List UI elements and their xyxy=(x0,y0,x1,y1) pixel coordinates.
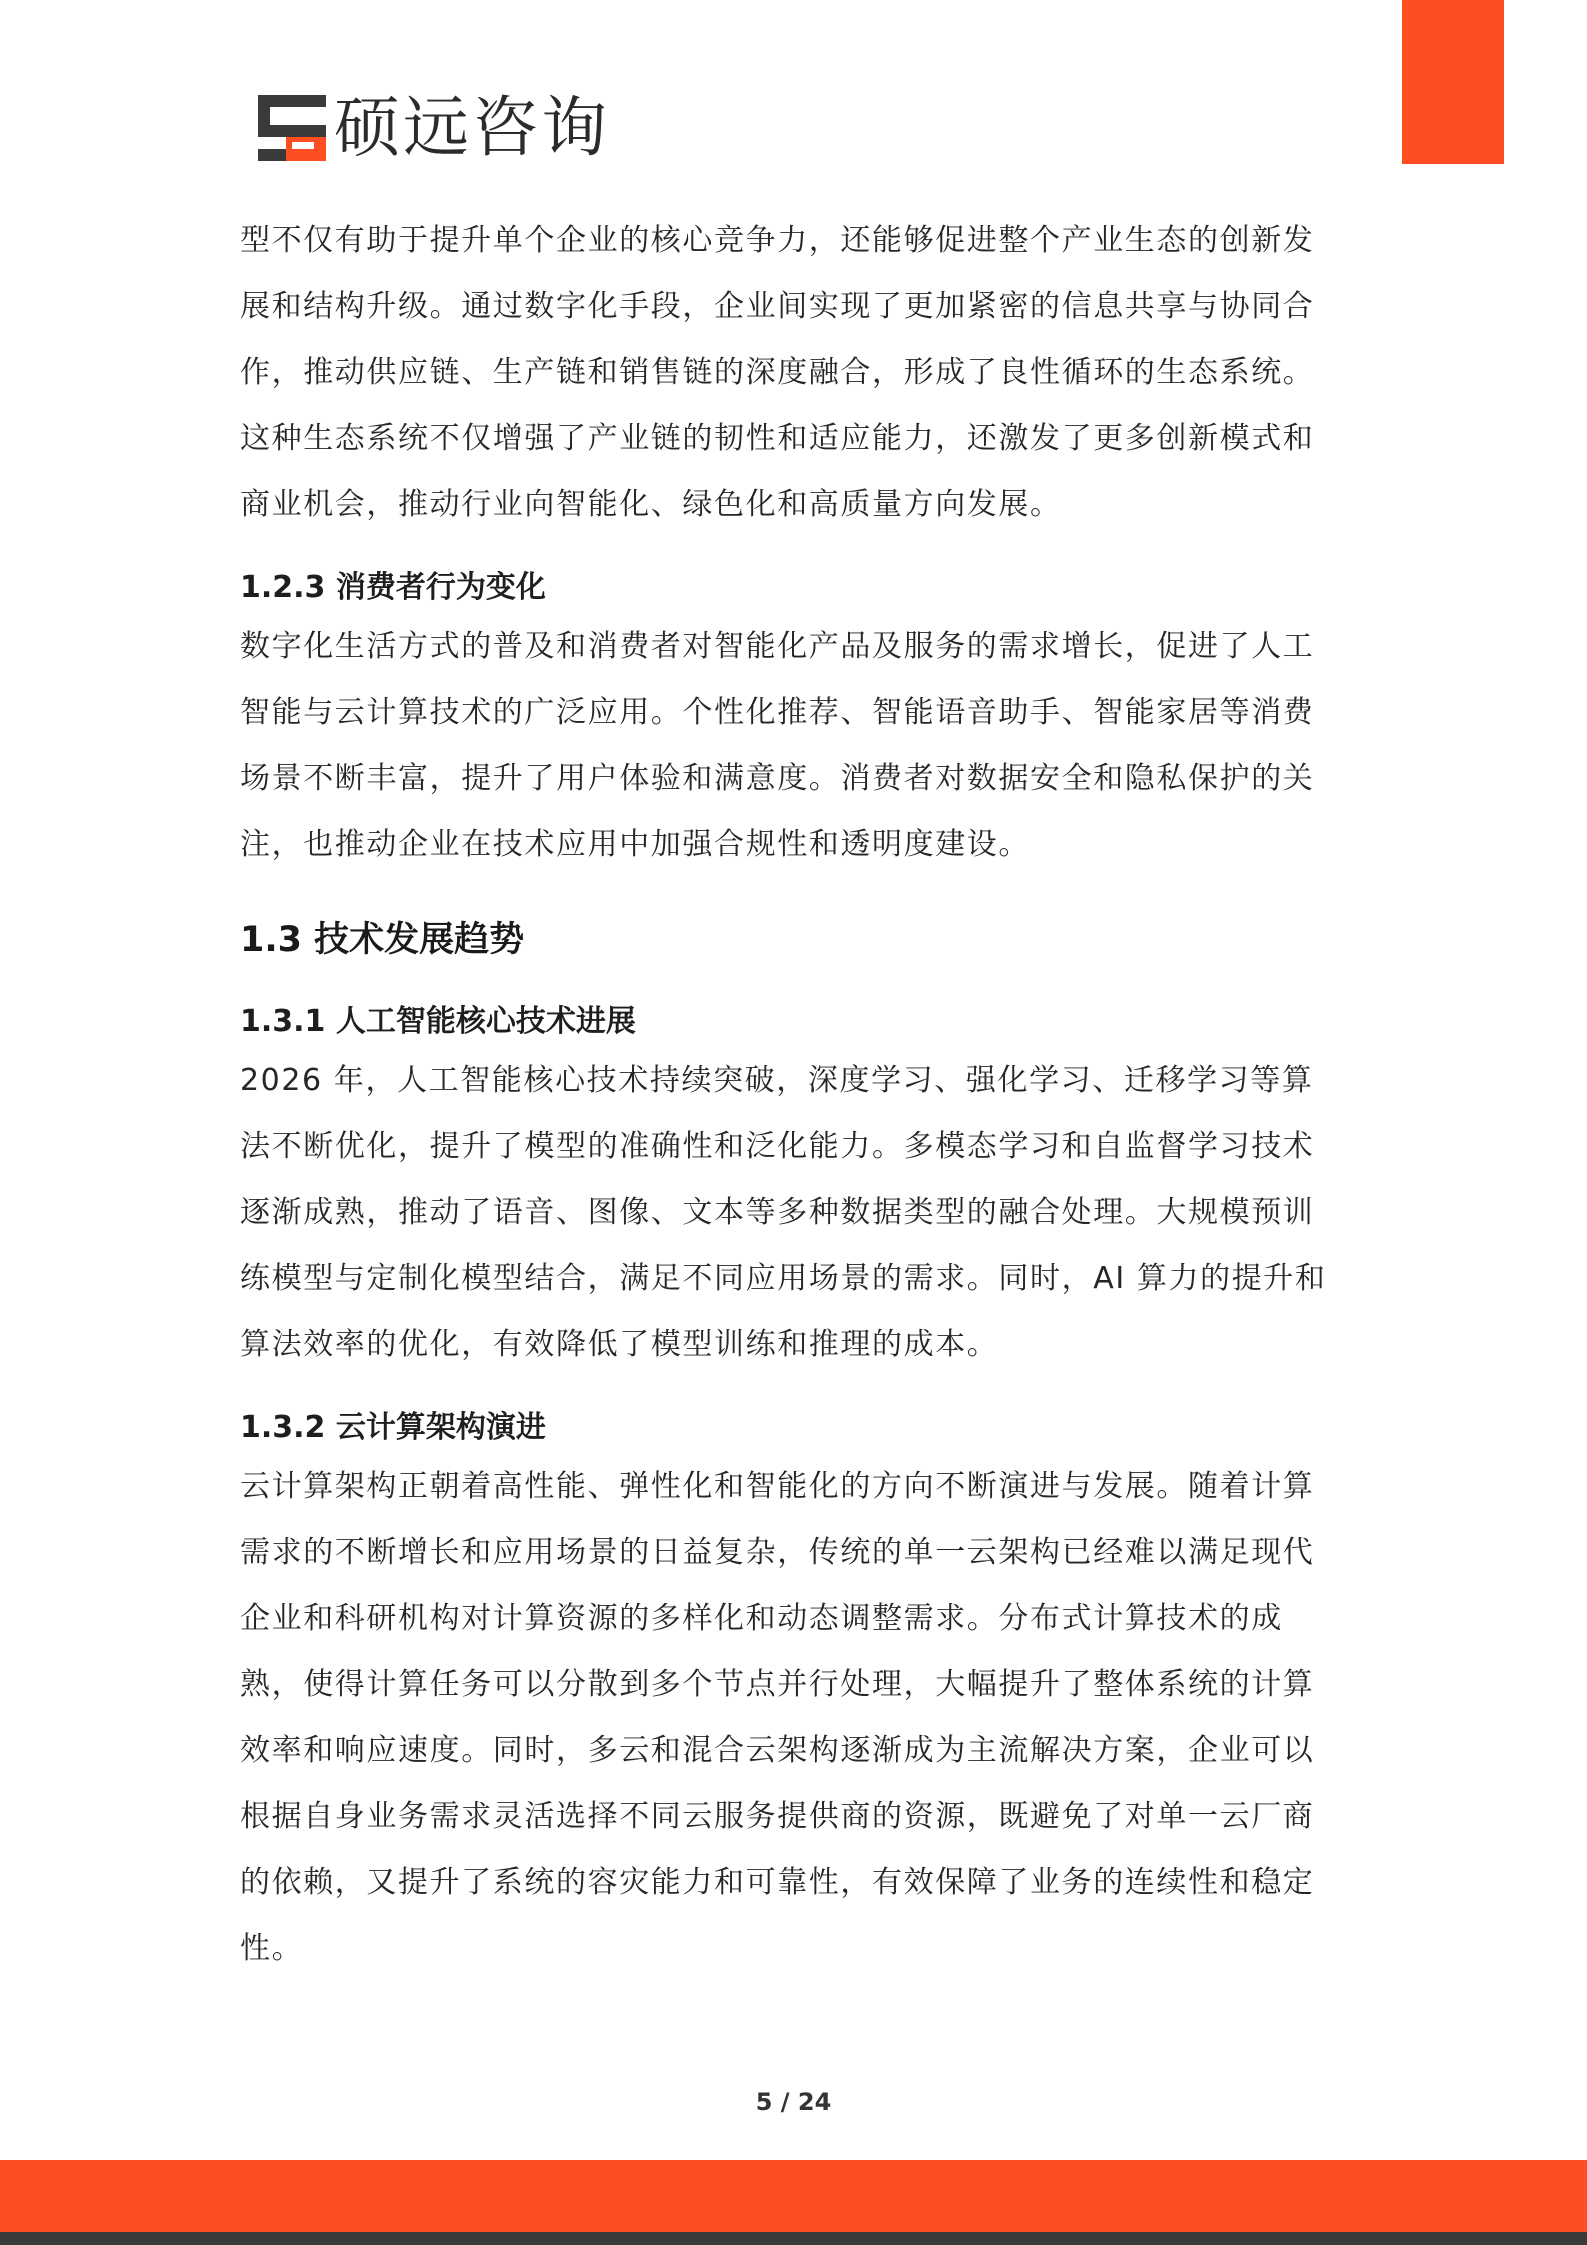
heading-1-3-2: 1.3.2 云计算架构演进 xyxy=(240,1410,546,1445)
brand-logo xyxy=(258,89,610,166)
paragraph-1-3-1: 2026 年，人工智能核心技术持续突破，深度学习、强化学习、迁移学习等算法不断优化，提升了模型的准确性和泛化能力。多模态学习和自监督学习技术逐渐成熟，推动了语音、图像、文本等多种数据类型的融合处理。大规模预训练模型与定制化模型结合，满足不同应用场景的需求。同时，AI 算力的提升和算法效率的优化，有效降低了模型训练和推理的成本。 xyxy=(240,1063,1327,1362)
paragraph-1-3-2: 云计算架构正朝着高性能、弹性化和智能化的方向不断演进与发展。随着计算需求的不断增长和应用场景的日益复杂，传统的单一云架构已经难以满足现代企业和科研机构对计算资源的多样化和动态调整需求。分布式计算技术的成熟，使得计算任务可以分散到多个节点并行处理，大幅提升了整体系统的计算效率和响应速度。同时，多云和混合云架构逐渐成为主流解决方案，企业可以根据自身业务需求灵活选择不同云服务提供商的资源，既避免了对单一云厂商的依赖，又提升了系统的容灾能力和可靠性，有效保障了业务的连续性和稳定性。 xyxy=(240,1469,1315,1966)
footer-dark-line xyxy=(0,2232,1587,2245)
page-number: 5 / 24 xyxy=(755,2088,832,2116)
document-content xyxy=(240,208,1340,1982)
footer-accent-bar xyxy=(0,2160,1587,2232)
heading-1-3-1: 1.3.1 人工智能核心技术进展 xyxy=(240,1004,636,1039)
heading-1-3: 1.3 技术发展趋势 xyxy=(240,920,525,960)
s-block-logo-icon xyxy=(258,95,326,161)
intro-paragraph: 型不仅有助于提升单个企业的核心竞争力，还能够促进整个产业生态的创新发展和结构升级。通过数字化手段，企业间实现了更加紧密的信息共享与协同合作，推动供应链、生产链和销售链的深度融合，形成了良性循环的生态系统。这种生态系统不仅增强了产业链的韧性和适应能力，还激发了更多创新模式和商业机会，推动行业向智能化、绿色化和高质量方向发展。 xyxy=(240,223,1315,522)
logo-text: 硕远咨询 xyxy=(334,89,610,166)
corner-accent-tab xyxy=(1402,0,1504,164)
paragraph-1-2-3: 数字化生活方式的普及和消费者对智能化产品及服务的需求增长，促进了人工智能与云计算技术的广泛应用。个性化推荐、智能语音助手、智能家居等消费场景不断丰富，提升了用户体验和满意度。消费者对数据安全和隐私保护的关注，也推动企业在技术应用中加强合规性和透明度建设。 xyxy=(240,629,1315,862)
heading-1-2-3: 1.2.3 消费者行为变化 xyxy=(240,570,546,605)
